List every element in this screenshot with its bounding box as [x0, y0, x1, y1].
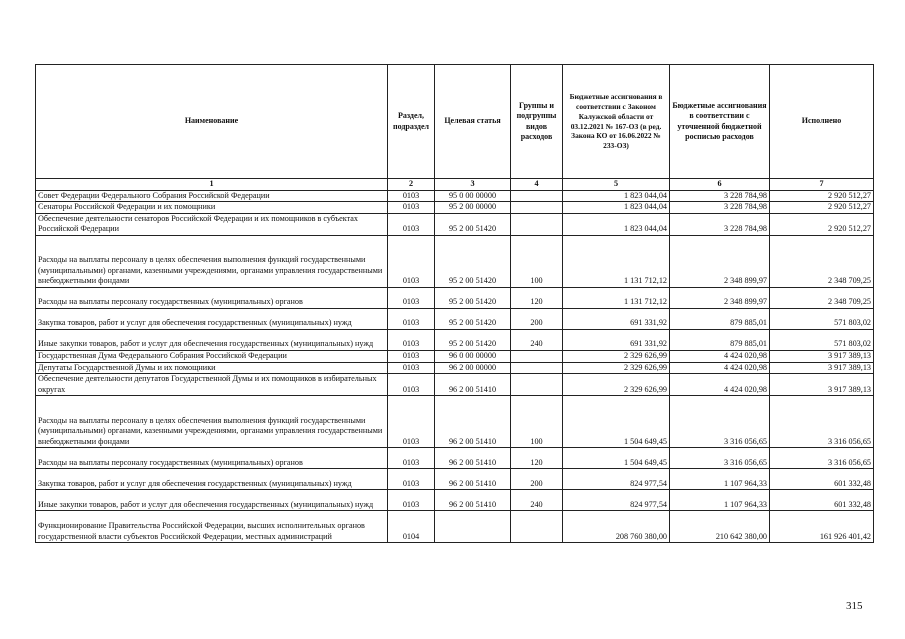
row-expense-group: 200 [511, 469, 563, 490]
row-section: 0103 [388, 374, 435, 396]
row-section: 0103 [388, 490, 435, 511]
row-section: 0103 [388, 235, 435, 287]
budget-table [35, 64, 874, 543]
row-name: Сенаторы Российской Федерации и их помощники [36, 202, 388, 214]
table-row [36, 190, 874, 202]
row-section: 0103 [388, 448, 435, 469]
row-name: Закупка товаров, работ и услуг для обеспечения государственных (муниципальных) нужд [36, 469, 388, 490]
row-expense-group [511, 202, 563, 214]
row-roster-amount: 3 228 784,98 [670, 202, 770, 214]
row-target-article [435, 511, 511, 543]
column-number-row [36, 179, 874, 191]
row-executed-amount: 3 316 056,65 [770, 396, 874, 448]
row-executed-amount: 2 348 709,25 [770, 287, 874, 308]
row-target-article: 95 2 00 51420 [435, 287, 511, 308]
row-law-amount: 1 504 649,45 [563, 448, 670, 469]
row-name: Расходы на выплаты персоналу государственных (муниципальных) органов [36, 287, 388, 308]
row-law-amount: 2 329 626,99 [563, 374, 670, 396]
row-target-article: 95 2 00 00000 [435, 202, 511, 214]
row-roster-amount: 1 107 964,33 [670, 469, 770, 490]
row-law-amount: 691 331,92 [563, 329, 670, 350]
row-executed-amount: 3 316 056,65 [770, 448, 874, 469]
row-name: Государственная Дума Федерального Собрания Российской Федерации [36, 350, 388, 362]
row-roster-amount: 4 424 020,98 [670, 374, 770, 396]
row-name: Расходы на выплаты персоналу в целях обеспечения выполнения функций государственными (муниципальными) органами, казенными учреждениями, органами управления государственными внебюджетными фондами [36, 396, 388, 448]
column-number: 6 [670, 179, 770, 191]
row-section: 0103 [388, 308, 435, 329]
header-roster-allocations: Бюджетные ассигнования в соответствии с уточненной бюджетной росписью расходов [670, 65, 770, 179]
row-law-amount: 691 331,92 [563, 308, 670, 329]
row-section: 0103 [388, 287, 435, 308]
header-target-article: Целевая статья [435, 65, 511, 179]
row-expense-group [511, 213, 563, 235]
header-executed: Исполнено [770, 65, 874, 179]
row-expense-group: 120 [511, 287, 563, 308]
row-name: Расходы на выплаты персоналу государственных (муниципальных) органов [36, 448, 388, 469]
row-law-amount: 1 823 044,04 [563, 213, 670, 235]
row-section: 0103 [388, 329, 435, 350]
table-row [36, 469, 874, 490]
header-name: Наименование [36, 65, 388, 179]
row-executed-amount: 2 348 709,25 [770, 235, 874, 287]
row-roster-amount: 1 107 964,33 [670, 490, 770, 511]
row-target-article: 96 2 00 00000 [435, 362, 511, 374]
row-expense-group: 240 [511, 329, 563, 350]
row-expense-group: 200 [511, 308, 563, 329]
row-roster-amount: 3 228 784,98 [670, 190, 770, 202]
table-row [36, 213, 874, 235]
row-name: Депутаты Государственной Думы и их помощники [36, 362, 388, 374]
column-number: 1 [36, 179, 388, 191]
table-row [36, 287, 874, 308]
row-executed-amount: 571 803,02 [770, 308, 874, 329]
page-number: 315 [846, 600, 863, 612]
row-roster-amount: 879 885,01 [670, 308, 770, 329]
row-law-amount: 824 977,54 [563, 469, 670, 490]
row-name: Обеспечение деятельности сенаторов Российской Федерации и их помощников в субъектах Российской Федерации [36, 213, 388, 235]
row-target-article: 95 2 00 51420 [435, 329, 511, 350]
row-law-amount: 2 329 626,99 [563, 350, 670, 362]
row-executed-amount: 601 332,48 [770, 469, 874, 490]
table-row [36, 350, 874, 362]
row-roster-amount: 879 885,01 [670, 329, 770, 350]
row-expense-group [511, 190, 563, 202]
row-law-amount: 1 823 044,04 [563, 202, 670, 214]
table-row [36, 362, 874, 374]
column-number: 4 [511, 179, 563, 191]
table-row [36, 329, 874, 350]
row-law-amount: 1 823 044,04 [563, 190, 670, 202]
row-executed-amount: 2 920 512,27 [770, 202, 874, 214]
row-roster-amount: 3 316 056,65 [670, 396, 770, 448]
table-row [36, 374, 874, 396]
row-expense-group: 120 [511, 448, 563, 469]
row-name: Функционирование Правительства Российской Федерации, высших исполнительных органов государственной власти субъектов Российской Федерации, местных администраций [36, 511, 388, 543]
row-expense-group [511, 350, 563, 362]
row-executed-amount: 2 920 512,27 [770, 190, 874, 202]
row-roster-amount: 3 228 784,98 [670, 213, 770, 235]
table-row [36, 490, 874, 511]
row-executed-amount: 2 920 512,27 [770, 213, 874, 235]
row-section: 0103 [388, 213, 435, 235]
header-law-allocations: Бюджетные ассигнования в соответствии с Законом Калужской области от 03.12.2021 № 167-ОЗ (в ред. Закона КО от 16.06.2022 № 233-ОЗ) [563, 65, 670, 179]
row-section: 0103 [388, 362, 435, 374]
row-name: Расходы на выплаты персоналу в целях обеспечения выполнения функций государственными (муниципальными) органами, казенными учреждениями, органами управления государственными внебюджетными фондами [36, 235, 388, 287]
header-row [36, 65, 874, 179]
column-number: 3 [435, 179, 511, 191]
row-name: Закупка товаров, работ и услуг для обеспечения государственных (муниципальных) нужд [36, 308, 388, 329]
table-row [36, 308, 874, 329]
table-row [36, 202, 874, 214]
row-target-article: 96 2 00 51410 [435, 490, 511, 511]
column-number: 5 [563, 179, 670, 191]
row-section: 0103 [388, 190, 435, 202]
table-row [36, 448, 874, 469]
row-section: 0103 [388, 469, 435, 490]
row-executed-amount: 161 926 401,42 [770, 511, 874, 543]
row-section: 0104 [388, 511, 435, 543]
column-number: 2 [388, 179, 435, 191]
row-expense-group: 100 [511, 396, 563, 448]
header-expense-group: Группы и подгруппы видов расходов [511, 65, 563, 179]
row-executed-amount: 3 917 389,13 [770, 362, 874, 374]
row-law-amount: 208 760 380,00 [563, 511, 670, 543]
row-target-article: 96 2 00 51410 [435, 374, 511, 396]
row-section: 0103 [388, 396, 435, 448]
row-expense-group [511, 374, 563, 396]
row-name: Иные закупки товаров, работ и услуг для обеспечения государственных (муниципальных) нужд [36, 490, 388, 511]
row-target-article: 95 2 00 51420 [435, 235, 511, 287]
row-roster-amount: 210 642 380,00 [670, 511, 770, 543]
row-target-article: 95 0 00 00000 [435, 190, 511, 202]
row-target-article: 95 2 00 51420 [435, 308, 511, 329]
row-executed-amount: 3 917 389,13 [770, 350, 874, 362]
row-expense-group [511, 362, 563, 374]
row-expense-group: 240 [511, 490, 563, 511]
table-row [36, 511, 874, 543]
row-executed-amount: 601 332,48 [770, 490, 874, 511]
table-row [36, 396, 874, 448]
header-section: Раздел, подраздел [388, 65, 435, 179]
row-name: Обеспечение деятельности депутатов Государственной Думы и их помощников в избирательных округах [36, 374, 388, 396]
row-executed-amount: 3 917 389,13 [770, 374, 874, 396]
row-expense-group: 100 [511, 235, 563, 287]
row-section: 0103 [388, 350, 435, 362]
row-law-amount: 1 131 712,12 [563, 235, 670, 287]
row-name: Совет Федерации Федерального Собрания Российской Федерации [36, 190, 388, 202]
row-roster-amount: 4 424 020,98 [670, 350, 770, 362]
row-target-article: 96 2 00 51410 [435, 469, 511, 490]
row-section: 0103 [388, 202, 435, 214]
row-name: Иные закупки товаров, работ и услуг для обеспечения государственных (муниципальных) нужд [36, 329, 388, 350]
row-executed-amount: 571 803,02 [770, 329, 874, 350]
row-expense-group [511, 511, 563, 543]
row-target-article: 96 0 00 00000 [435, 350, 511, 362]
row-law-amount: 1 504 649,45 [563, 396, 670, 448]
row-roster-amount: 4 424 020,98 [670, 362, 770, 374]
row-law-amount: 1 131 712,12 [563, 287, 670, 308]
row-law-amount: 824 977,54 [563, 490, 670, 511]
row-roster-amount: 2 348 899,97 [670, 287, 770, 308]
row-target-article: 96 2 00 51410 [435, 448, 511, 469]
column-number: 7 [770, 179, 874, 191]
row-law-amount: 2 329 626,99 [563, 362, 670, 374]
row-target-article: 95 2 00 51420 [435, 213, 511, 235]
row-target-article: 96 2 00 51410 [435, 396, 511, 448]
table-row [36, 235, 874, 287]
row-roster-amount: 2 348 899,97 [670, 235, 770, 287]
row-roster-amount: 3 316 056,65 [670, 448, 770, 469]
